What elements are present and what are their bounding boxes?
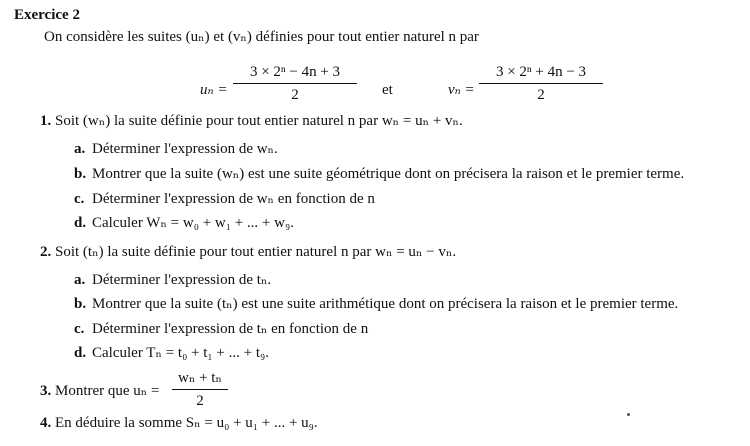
v-lhs: vₙ = — [448, 82, 475, 98]
v-numerator: 3 × 2ⁿ + 4n − 3 — [479, 64, 603, 84]
u-denominator: 2 — [291, 87, 299, 103]
q3-numerator: wₙ + tₙ — [172, 368, 228, 390]
question-3-text: Montrer que uₙ = — [55, 383, 160, 399]
question-2-text: Soit (tₙ) la suite définie pour tout entier naturel n par wₙ = uₙ − vₙ. — [55, 244, 457, 260]
question-3-number: 3. — [40, 383, 52, 399]
question-1 — [40, 111, 463, 131]
q2-item-d: d. Calculer Tₙ = t₀ + t₁ + ... + t₉. — [74, 345, 269, 361]
u-lhs: uₙ = — [200, 82, 228, 98]
v-fraction — [479, 64, 603, 104]
question-4-number: 4. — [40, 415, 52, 431]
intro-text: On considère les suites (uₙ) et (vₙ) définies pour tout entier naturel n par — [44, 29, 479, 45]
q2-item-c: c. Déterminer l'expression de tₙ en fonction de n — [74, 321, 369, 337]
q1-item-d: d. Calculer Wₙ = w₀ + w₁ + ... + w₉. — [74, 215, 294, 231]
stray-dot — [627, 413, 630, 416]
question-1-text: Soit (wₙ) la suite définie pour tout entier naturel n par wₙ = uₙ + vₙ. — [55, 113, 463, 129]
q1-item-b: b. Montrer que la suite (wₙ) est une suite géométrique dont on précisera la raison et le premier terme. — [74, 166, 685, 182]
q3-fraction — [172, 368, 228, 410]
question-2 — [40, 242, 456, 262]
question-4 — [40, 413, 318, 433]
et-word: et — [382, 82, 393, 98]
q2-item-a: a. Déterminer l'expression de tₙ. — [74, 272, 272, 288]
q2-item-b: b. Montrer que la suite (tₙ) est une suite arithmétique dont on précisera la raison et le premier terme. — [74, 296, 679, 312]
u-fraction — [233, 64, 357, 104]
v-denominator: 2 — [537, 87, 545, 103]
question-3 — [40, 381, 160, 401]
question-1-number: 1. — [40, 113, 52, 129]
q1-item-c: c. Déterminer l'expression de wₙ en fonction de n — [74, 191, 375, 207]
exercise-title: Exercice 2 — [14, 7, 80, 23]
question-4-text: En déduire la somme Sₙ = u₀ + u₁ + ... + u₉. — [55, 415, 318, 431]
u-numerator: 3 × 2ⁿ − 4n + 3 — [233, 64, 357, 84]
question-2-number: 2. — [40, 244, 52, 260]
q1-item-a: a. Déterminer l'expression de wₙ. — [74, 141, 278, 157]
q3-denominator: 2 — [196, 393, 204, 409]
